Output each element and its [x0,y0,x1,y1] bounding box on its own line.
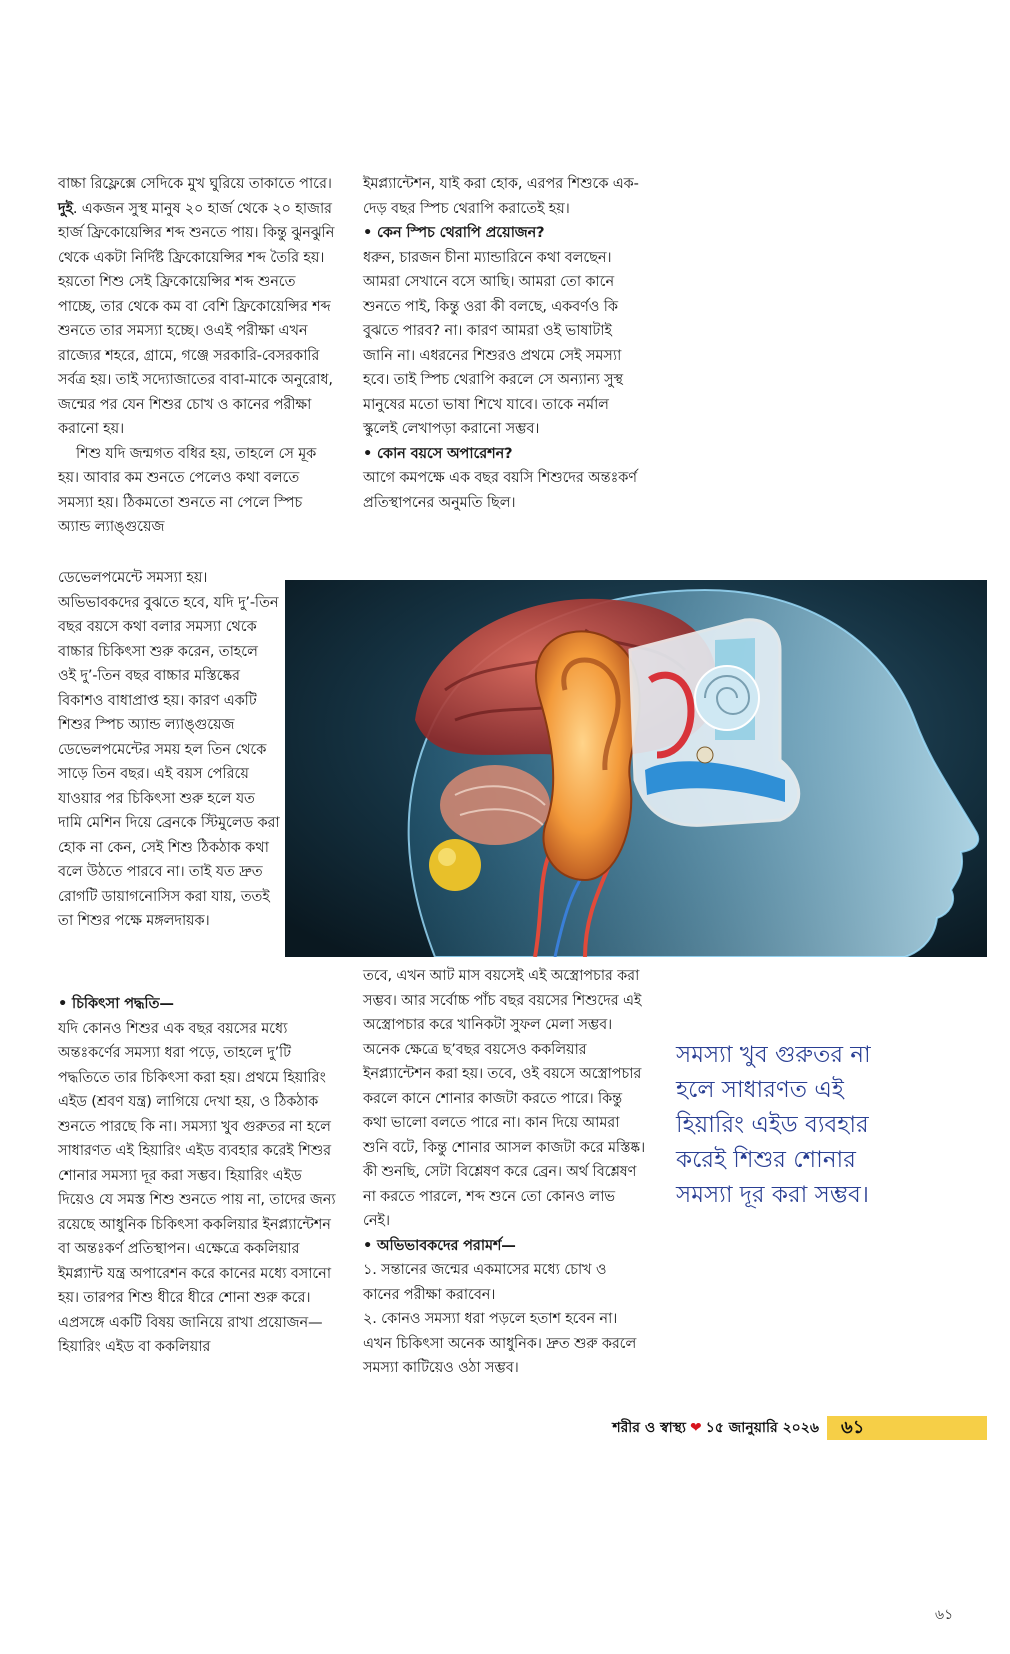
pull-quote: সমস্যা খুব গুরুতর না হলে সাধারণত এই হিয়ারিং এইড ব্যবহার করেই শিশুর শোনার সমস্যা দূর করা সম্ভব। [676,1042,871,1208]
paragraph: আগে কমপক্ষে এক বছর বয়সি শিশুদের অন্তঃকর্ণ প্রতিস্থাপনের অনুমতি ছিল। [363,469,637,511]
list-item: ২. কোনও সমস্যা ধরা পড়লে হতাশ হবেন না। এখন চিকিৎসা অনেক আধুনিক। দ্রুত শুরু করলে সমস্যা কাটিয়েও ওঠা সম্ভব। [363,1310,637,1376]
paragraph: বাচ্চা রিফ্লেক্সে সেদিকে মুখ ঘুরিয়ে তাকাতে পারে। দুই. একজন সুস্থ মানুষ ২০ হার্জ থেকে ২০ হাজার হার্জ ফ্রিকোয়েন্সির শব্দ শুনতে পায়। কিন্তু ঝুনঝুনি থেকে একটা নির্দিষ্ট ফ্রিকোয়েন্সির শব্দ তৈরি হয়। হয়তো শিশু সেই ফ্রিকোয়েন্সির শব্দ শুনতে পাচ্ছে, তার থেকে কম বা বেশি ফ্রিকোয়েন্সির শব্দ শুনতে তার সমস্যা হচ্ছে। ওএই পরীক্ষা এখন রাজ্যের শহরে, গ্রামে, গঞ্জে সরকারি-বেসরকারি সর্বত্র হয়। তাই সদ্যোজাতের বাবা-মাকে অনুরোধ, জন্মের পর যেন শিশুর চোখ ও কানের পরীক্ষা করানো হয়। [58,175,335,437]
article-column-2-bottom [363,964,645,1381]
paragraph: ডেভেলপমেন্টে সমস্যা হয়। অভিভাবকদের বুঝতে হবে, যদি দু’-তিন বছর বয়সে কথা বলার সমস্যা থেকে বাচ্চার চিকিৎসা শুরু করেন, তাহলে ওই দু’-তিন বছর বাচ্চার মস্তিষ্কের বিকাশও বাধাপ্রাপ্ত হয়। কারণ একটি শিশুর স্পিচ অ্যান্ড ল্যাঙ্গুয়েজ ডেভেলপমেন্টের সময় হল তিন থেকে সাড়ে তিন বছর। এই বয়স পেরিয়ে যাওয়ার পর চিকিৎসা শুরু হলে যত দামি মেশিন দিয়ে ব্রেনকে স্টিমুলেড করা হোক না কেন, সেই শিশু ঠিকঠাক কথা বলে উঠতে পারবে না। তাই যত দ্রুত রোগটি ডায়াগনোসিস করা যায়, ততই তা শিশুর পক্ষে মঙ্গলদায়ক। [58,569,280,929]
bold-number: দুই [58,199,73,217]
section-heading: • কেন স্পিচ থেরাপি প্রয়োজন? [363,224,545,241]
paragraph: ধরুন, চারজন চীনা ম্যান্ডারিনে কথা বলছেন। আমরা সেখানে বসে আছি। আমরা তো কানে শুনতে পাই, কিন্তু ওরা কী বলছে, একবর্ণও কি বুঝতে পারব? না। কারণ আমরা ওই ভাষাটাই জানি না। এধরনের শিশুরও প্রথমে সেই সমস্যা হবে। তাই স্পিচ থেরাপি করলে সে অন্যান্য সুস্থ মানুষের মতো ভাষা শিখে যাবে। তাকে নর্মাল স্কুলেই লেখাপড়া করানো সম্ভব। [363,248,624,437]
page-footer [535,1416,987,1440]
ear-anatomy-image [285,580,987,957]
article-column-2-top [363,172,643,515]
issue-date: ১৫ জানুয়ারি ২০২৬ [705,1420,819,1436]
heart-icon: ❤ [689,1420,702,1436]
paragraph: তবে, এখন আট মাস বয়সেই এই অস্ত্রোপচার করা সম্ভব। আর সর্বোচ্চ পাঁচ বছর বয়সের শিশুদের এই অস্ত্রোপচার করে খানিকটা সুফল মেলা সম্ভব। অনেক ক্ষেত্রে ছ’বছর বয়সেও ককলিয়ার ইনপ্ল্যান্টেশন করা হয়। তবে, ওই বয়সে অস্ত্রোপচার করলে কানে শোনার কাজটা করতে পারে। কিন্তু কথা ভালো বলতে পারে না। কান দিয়ে আমরা শুনি বটে, কিন্তু শোনার আসল কাজটা করে মস্তিষ্ক। কী শুনছি, সেটা বিশ্লেষণ করে ব্রেন। অর্থ বিশ্লেষণ না করতে পারলে, শব্দ শুনে তো কোনও লাভ নেই। [363,967,645,1229]
article-column-1-top [58,172,336,540]
article-column-1-middle [58,566,280,934]
ear-anatomy-illustration [285,580,987,957]
footer-text [612,1416,819,1440]
paragraph: ইমপ্ল্যান্টেশন, যাই করা হোক, এরপর শিশুকে এক-দেড় বছর স্পিচ থেরাপি করাতেই হয়। [363,175,639,217]
section-heading: • অভিভাবকদের পরামর্শ— [363,1236,516,1254]
section-heading: • চিকিৎসা পদ্ধতি— [58,995,174,1012]
corner-page-number: ৬১ [935,1607,954,1623]
paragraph: শিশু যদি জন্মগত বধির হয়, তাহলে সে মূক হয়। আবার কম শুনতে পেলেও কথা বলতে সমস্যা হয়। ঠিকমতো শুনতে না পেলে স্পিচ অ্যান্ড ল্যাঙ্গুয়েজ [58,444,317,535]
footer-page-bar [827,1416,987,1440]
list-item: ১. সন্তানের জন্মের একমাসের মধ্যে চোখ ও কানের পরীক্ষা করাবেন। [363,1261,607,1303]
article-column-1-bottom [58,992,338,1360]
footer-page-number: ৬১ [841,1417,865,1438]
paragraph: যদি কোনও শিশুর এক বছর বয়সের মধ্যে অন্তঃকর্ণের সমস্যা ধরা পড়ে, তাহলে দু’টি পদ্ধতিতে তার চিকিৎসা করা হয়। প্রথমে হিয়ারিং এইড (শ্রবণ যন্ত্র) লাগিয়ে দেখা হয়, ও ঠিকঠাক শুনতে পারছে কি না। সমস্যা খুব গুরুতর না হলে সাধারণত এই হিয়ারিং এইড ব্যবহার করেই শিশুর শোনার সমস্যা দূর করা সম্ভব। হিয়ারিং এইড দিয়েও যে সমস্ত শিশু শুনতে পায় না, তাদের জন্য রয়েছে আধুনিক চিকিৎসা ককলিয়ার ইনপ্ল্যান্টেশন বা অন্তঃকর্ণ প্রতিস্থাপন। এক্ষেত্রে ককলিয়ার ইমপ্ল্যান্ট যন্ত্র অপারেশন করে কানের মধ্যে বসানো হয়। তারপর শিশু ধীরে ধীরে শোনা শুরু করে। এপ্রসঙ্গে একটি বিষয় জানিয়ে রাখা প্রয়োজন— হিয়ারিং এইড বা ককলিয়ার [58,1019,336,1355]
magazine-name: শরীর ও স্বাস্থ্য [612,1420,686,1436]
section-heading: • কোন বয়সে অপারেশন? [363,444,513,462]
